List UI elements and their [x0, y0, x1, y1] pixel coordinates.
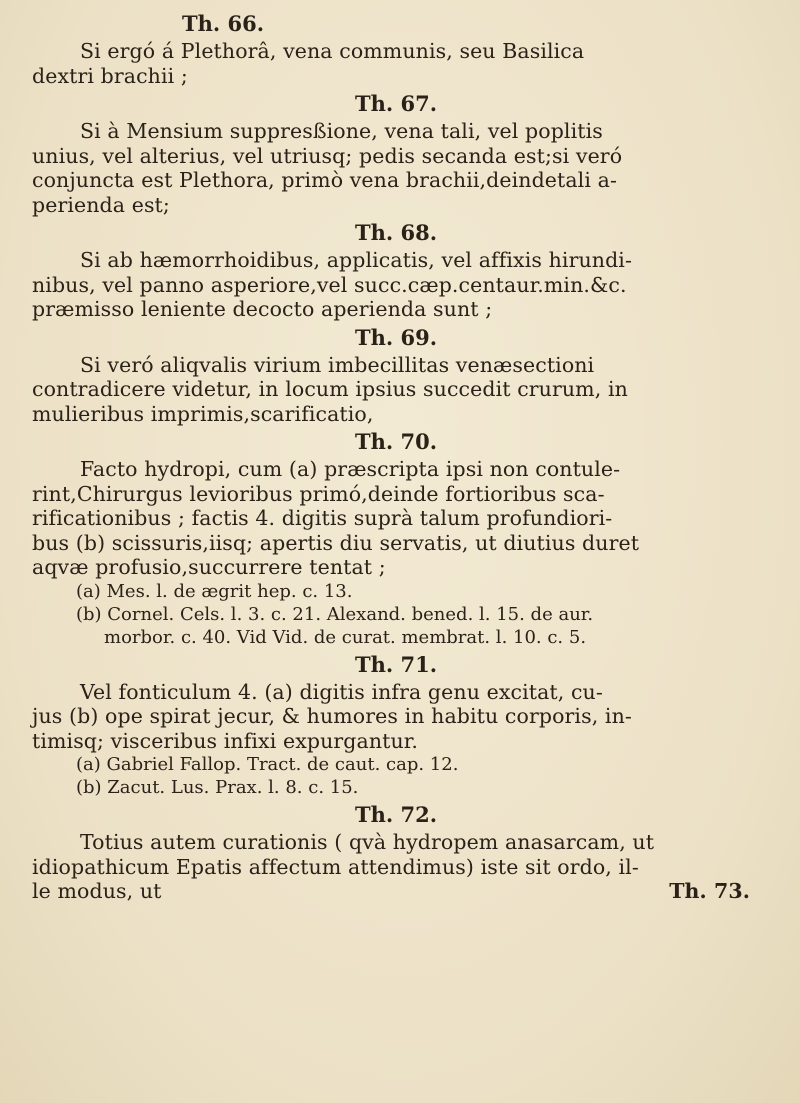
footnote-line: (b) Zacut. Lus. Prax. l. 8. c. 15. [76, 777, 359, 798]
text-line: dextri brachii ; [32, 63, 188, 88]
text-line: conjuncta est Plethora, primò vena brachii,deindetali a- [32, 168, 617, 192]
thesis-heading: Th. 71. [354, 651, 438, 677]
text-line: mulieribus imprimis,scarificatio, [32, 401, 374, 426]
text-line: Si ergó á Plethorâ, vena communis, seu Basilica [80, 39, 585, 63]
footnote-line: (a) Mes. l. de ægrit hep. c. 13. [76, 580, 353, 602]
footnote-line: (b) Cornel. Cels. l. 3. c. 21. Alexand. bened. l. 15. de aur. [76, 603, 594, 625]
text-line: Facto hydropi, cum (a) præscripta ipsi non contule- [80, 457, 621, 481]
text-line: le modus, ut [32, 879, 162, 903]
text-line: rificationibus ; factis 4. digitis suprà talum profundiori- [32, 506, 613, 530]
last-line [32, 879, 760, 904]
text-line: Vel fonticulum 4. (a) digitis infra genu excitat, cu- [80, 679, 603, 704]
thesis-heading: Th. 68. [354, 220, 438, 245]
text-line: Totius autem curationis ( qvà hydropem anasarcam, ut [80, 830, 655, 854]
page-header-thesis-number: Th. 66. [182, 11, 265, 36]
text-line: contradicere videtur, in locum ipsius succedit crurum, in [32, 377, 628, 401]
text-line: bus (b) scissuris,iisq; apertis diu servatis, ut diutius duret [32, 530, 640, 555]
text-line: nibus, vel panno asperiore,vel succ.cæp.centaur.min.&c. [32, 272, 627, 297]
thesis-heading: Th. 69. [354, 324, 438, 350]
text-line: unius, vel alterius, vel utriusq; pedis secanda est;si veró [32, 143, 623, 168]
text-line: perienda est; [32, 192, 170, 217]
text-line: timisq; visceribus infixi expurgantur. [32, 728, 419, 753]
catchword: Th. 73. [669, 879, 750, 903]
text-line: Si veró aliqvalis virium imbecillitas venæsectioni [80, 352, 595, 377]
footnote-line: (a) Gabriel Fallop. Tract. de caut. cap. 12. [76, 754, 459, 775]
thesis-heading: Th. 72. [354, 802, 438, 827]
text-line: Si à Mensium suppresßione, vena tali, vel poplitis [80, 119, 603, 143]
thesis-heading: Th. 70. [354, 429, 438, 454]
text-line: jus (b) ope spirat jecur, & humores in habitu corporis, in- [32, 704, 632, 728]
text-line: aqvæ profusio,succurrere tentat ; [32, 555, 386, 579]
text-line: præmisso leniente decocto aperienda sunt ; [32, 297, 493, 321]
text-line: Si ab hæmorrhoidibus, applicatis, vel affixis hirundi- [80, 248, 632, 272]
text-line: rint,Chirurgus levioribus primó,deinde fortioribus sca- [32, 481, 605, 506]
page-body [32, 39, 760, 904]
thesis-heading: Th. 67. [354, 91, 438, 116]
footnote-line: morbor. c. 40. Vid Vid. de curat. membrat. l. 10. c. 5. [104, 626, 587, 648]
text-line: idiopathicum Epatis affectum attendimus) iste sit ordo, il- [32, 854, 639, 879]
